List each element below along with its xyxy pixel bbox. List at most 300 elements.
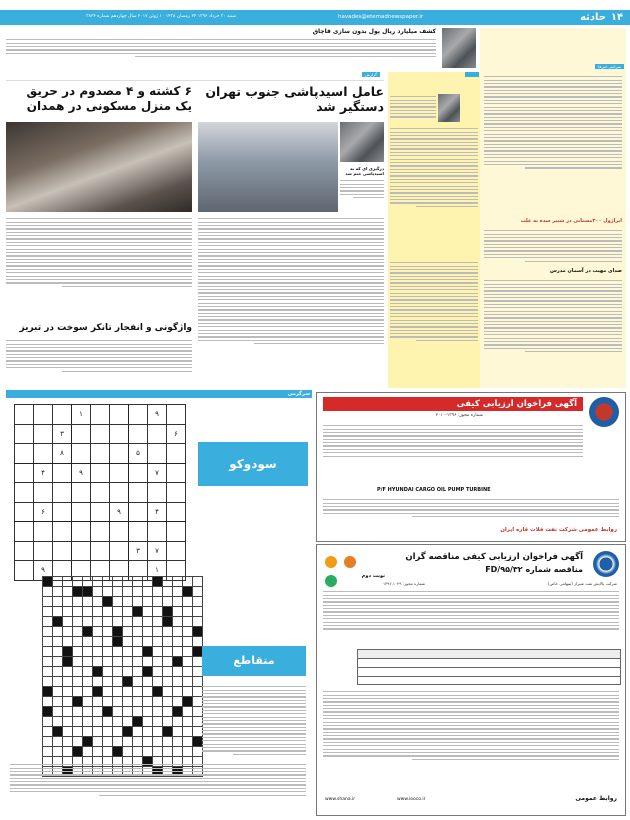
crossword-cell[interactable] (123, 667, 133, 677)
crossword-cell[interactable] (103, 687, 113, 697)
crossword-cell[interactable] (63, 647, 73, 657)
sudoku-cell[interactable] (15, 483, 34, 503)
crossword-cell[interactable] (193, 727, 203, 737)
crossword-cell[interactable] (183, 667, 193, 677)
crossword-cell[interactable] (193, 697, 203, 707)
crossword-cell[interactable] (143, 587, 153, 597)
crossword-grid[interactable] (42, 576, 203, 777)
sudoku-cell[interactable] (34, 424, 53, 444)
crossword-cell[interactable] (93, 637, 103, 647)
crossword-cell[interactable] (83, 737, 93, 747)
sudoku-cell[interactable] (110, 522, 129, 542)
crossword-cell[interactable] (113, 677, 123, 687)
crossword-cell[interactable] (123, 607, 133, 617)
crossword-cell[interactable] (133, 697, 143, 707)
sudoku-cell[interactable] (53, 541, 72, 561)
sudoku-cell[interactable]: ۶ (167, 424, 186, 444)
crossword-cell[interactable] (193, 647, 203, 657)
sudoku-cell[interactable] (110, 424, 129, 444)
crossword-cell[interactable] (123, 747, 133, 757)
crossword-cell[interactable] (143, 747, 153, 757)
sudoku-cell[interactable]: ۹ (34, 561, 53, 581)
crossword-cell[interactable] (43, 697, 53, 707)
crossword-cell[interactable] (143, 737, 153, 747)
crossword-cell[interactable] (133, 617, 143, 627)
sudoku-cell[interactable] (91, 405, 110, 425)
sudoku-cell[interactable]: ۷ (148, 463, 167, 483)
crossword-cell[interactable] (183, 697, 193, 707)
crossword-cell[interactable] (93, 707, 103, 717)
crossword-cell[interactable] (73, 677, 83, 687)
crossword-cell[interactable] (123, 627, 133, 637)
crossword-cell[interactable] (163, 637, 173, 647)
crossword-cell[interactable] (43, 687, 53, 697)
crossword-cell[interactable] (153, 647, 163, 657)
crossword-cell[interactable] (73, 657, 83, 667)
crossword-cell[interactable] (63, 677, 73, 687)
crossword-cell[interactable] (63, 627, 73, 637)
crossword-cell[interactable] (103, 677, 113, 687)
sudoku-cell[interactable] (148, 483, 167, 503)
crossword-cell[interactable] (53, 707, 63, 717)
crossword-cell[interactable] (53, 577, 63, 587)
crossword-cell[interactable] (113, 697, 123, 707)
crossword-cell[interactable] (83, 747, 93, 757)
sudoku-cell[interactable]: ۹ (148, 405, 167, 425)
crossword-cell[interactable] (133, 747, 143, 757)
sudoku-cell[interactable] (34, 405, 53, 425)
crossword-cell[interactable] (143, 687, 153, 697)
crossword-cell[interactable] (183, 587, 193, 597)
sudoku-cell[interactable] (110, 541, 129, 561)
crossword-cell[interactable] (143, 647, 153, 657)
crossword-cell[interactable] (143, 717, 153, 727)
crossword-cell[interactable] (143, 677, 153, 687)
crossword-cell[interactable] (143, 637, 153, 647)
crossword-cell[interactable] (163, 627, 173, 637)
crossword-cell[interactable] (173, 607, 183, 617)
crossword-cell[interactable] (43, 607, 53, 617)
crossword-cell[interactable] (103, 627, 113, 637)
crossword-cell[interactable] (103, 577, 113, 587)
crossword-cell[interactable] (113, 587, 123, 597)
crossword-cell[interactable] (163, 697, 173, 707)
crossword-cell[interactable] (53, 677, 63, 687)
crossword-cell[interactable] (133, 647, 143, 657)
crossword-cell[interactable] (83, 707, 93, 717)
sudoku-cell[interactable] (167, 541, 186, 561)
crossword-cell[interactable] (163, 617, 173, 627)
crossword-cell[interactable] (123, 737, 133, 747)
sudoku-cell[interactable] (72, 483, 91, 503)
crossword-cell[interactable] (83, 677, 93, 687)
crossword-cell[interactable] (103, 647, 113, 657)
crossword-cell[interactable] (63, 697, 73, 707)
crossword-cell[interactable] (113, 717, 123, 727)
sudoku-cell[interactable] (15, 424, 34, 444)
crossword-cell[interactable] (193, 677, 203, 687)
crossword-cell[interactable] (173, 717, 183, 727)
ad2-website[interactable]: www.shana.ir (325, 797, 356, 802)
sudoku-cell[interactable] (72, 444, 91, 464)
sudoku-cell[interactable] (167, 405, 186, 425)
crossword-cell[interactable] (103, 607, 113, 617)
crossword-cell[interactable] (133, 707, 143, 717)
crossword-cell[interactable] (163, 587, 173, 597)
crossword-cell[interactable] (163, 597, 173, 607)
crossword-cell[interactable] (53, 647, 63, 657)
crossword-cell[interactable] (163, 577, 173, 587)
sudoku-cell[interactable]: ۴ (148, 502, 167, 522)
sudoku-cell[interactable] (91, 541, 110, 561)
crossword-cell[interactable] (93, 597, 103, 607)
crossword-cell[interactable] (43, 577, 53, 587)
crossword-cell[interactable] (83, 657, 93, 667)
crossword-cell[interactable] (193, 637, 203, 647)
crossword-cell[interactable] (73, 587, 83, 597)
crossword-cell[interactable] (53, 587, 63, 597)
sudoku-cell[interactable] (34, 541, 53, 561)
crossword-cell[interactable] (63, 617, 73, 627)
sudoku-cell[interactable] (53, 502, 72, 522)
crossword-cell[interactable] (53, 607, 63, 617)
crossword-cell[interactable] (73, 667, 83, 677)
crossword-cell[interactable] (63, 577, 73, 587)
crossword-cell[interactable] (103, 737, 113, 747)
crossword-cell[interactable] (193, 607, 203, 617)
crossword-cell[interactable] (73, 687, 83, 697)
crossword-cell[interactable] (53, 627, 63, 637)
crossword-cell[interactable] (153, 577, 163, 587)
sudoku-cell[interactable]: ۳ (53, 424, 72, 444)
crossword-cell[interactable] (133, 627, 143, 637)
ad2-website2[interactable]: www.iooco.ir (397, 797, 426, 802)
crossword-cell[interactable] (43, 627, 53, 637)
crossword-cell[interactable] (83, 587, 93, 597)
sudoku-cell[interactable] (34, 444, 53, 464)
crossword-cell[interactable] (113, 617, 123, 627)
crossword-cell[interactable] (163, 647, 173, 657)
crossword-cell[interactable] (153, 667, 163, 677)
crossword-cell[interactable] (83, 717, 93, 727)
crossword-cell[interactable] (153, 697, 163, 707)
crossword-cell[interactable] (113, 657, 123, 667)
crossword-cell[interactable] (43, 637, 53, 647)
sudoku-cell[interactable]: ۷ (148, 541, 167, 561)
crossword-cell[interactable] (83, 607, 93, 617)
sudoku-cell[interactable] (91, 483, 110, 503)
crossword-cell[interactable] (143, 577, 153, 587)
crossword-cell[interactable] (133, 657, 143, 667)
crossword-cell[interactable] (43, 747, 53, 757)
crossword-cell[interactable] (103, 667, 113, 677)
crossword-cell[interactable] (193, 707, 203, 717)
crossword-cell[interactable] (173, 647, 183, 657)
crossword-cell[interactable] (53, 617, 63, 627)
crossword-cell[interactable] (103, 747, 113, 757)
sudoku-cell[interactable] (34, 522, 53, 542)
crossword-cell[interactable] (73, 707, 83, 717)
crossword-cell[interactable] (163, 737, 173, 747)
crossword-cell[interactable] (173, 677, 183, 687)
crossword-cell[interactable] (73, 577, 83, 587)
crossword-cell[interactable] (193, 717, 203, 727)
crossword-cell[interactable] (73, 607, 83, 617)
crossword-cell[interactable] (93, 717, 103, 727)
crossword-cell[interactable] (143, 607, 153, 617)
crossword-cell[interactable] (153, 677, 163, 687)
crossword-cell[interactable] (153, 607, 163, 617)
sudoku-cell[interactable] (167, 483, 186, 503)
crossword-cell[interactable] (183, 677, 193, 687)
crossword-cell[interactable] (193, 577, 203, 587)
crossword-cell[interactable] (133, 597, 143, 607)
sudoku-cell[interactable] (167, 522, 186, 542)
crossword-cell[interactable] (103, 597, 113, 607)
crossword-cell[interactable] (123, 597, 133, 607)
crossword-cell[interactable] (93, 627, 103, 637)
crossword-cell[interactable] (153, 597, 163, 607)
crossword-cell[interactable] (93, 687, 103, 697)
crossword-cell[interactable] (43, 727, 53, 737)
sudoku-cell[interactable] (72, 502, 91, 522)
crossword-cell[interactable] (113, 737, 123, 747)
crossword-cell[interactable] (113, 597, 123, 607)
crossword-cell[interactable] (113, 747, 123, 757)
sudoku-cell[interactable] (53, 463, 72, 483)
crossword-cell[interactable] (103, 587, 113, 597)
crossword-cell[interactable] (153, 637, 163, 647)
crossword-cell[interactable] (83, 667, 93, 677)
crossword-cell[interactable] (123, 717, 133, 727)
crossword-cell[interactable] (173, 637, 183, 647)
crossword-cell[interactable] (123, 697, 133, 707)
crossword-cell[interactable] (93, 587, 103, 597)
crossword-cell[interactable] (83, 647, 93, 657)
sudoku-cell[interactable] (72, 522, 91, 542)
crossword-cell[interactable] (183, 627, 193, 637)
sudoku-cell[interactable]: ۱ (72, 405, 91, 425)
sudoku-cell[interactable] (110, 444, 129, 464)
crossword-cell[interactable] (93, 617, 103, 627)
crossword-cell[interactable] (123, 647, 133, 657)
crossword-cell[interactable] (173, 597, 183, 607)
sudoku-cell[interactable] (91, 444, 110, 464)
crossword-cell[interactable] (53, 737, 63, 747)
crossword-cell[interactable] (53, 747, 63, 757)
crossword-cell[interactable] (43, 647, 53, 657)
sudoku-cell[interactable] (167, 444, 186, 464)
crossword-cell[interactable] (83, 697, 93, 707)
crossword-cell[interactable] (83, 627, 93, 637)
crossword-cell[interactable] (183, 617, 193, 627)
crossword-cell[interactable] (63, 587, 73, 597)
sudoku-cell[interactable]: ۴ (34, 463, 53, 483)
sudoku-cell[interactable] (15, 502, 34, 522)
crossword-cell[interactable] (193, 667, 203, 677)
sudoku-cell[interactable] (15, 522, 34, 542)
crossword-cell[interactable] (183, 747, 193, 757)
sudoku-cell[interactable] (15, 405, 34, 425)
sudoku-cell[interactable] (129, 502, 148, 522)
crossword-cell[interactable] (73, 747, 83, 757)
crossword-cell[interactable] (83, 727, 93, 737)
crossword-cell[interactable] (53, 727, 63, 737)
crossword-cell[interactable] (53, 717, 63, 727)
crossword-cell[interactable] (93, 727, 103, 737)
crossword-cell[interactable] (133, 737, 143, 747)
sudoku-cell[interactable] (167, 463, 186, 483)
crossword-cell[interactable] (163, 667, 173, 677)
crossword-cell[interactable] (103, 657, 113, 667)
crossword-cell[interactable] (133, 667, 143, 677)
crossword-cell[interactable] (133, 687, 143, 697)
crossword-cell[interactable] (183, 717, 193, 727)
crossword-cell[interactable] (193, 587, 203, 597)
crossword-cell[interactable] (43, 737, 53, 747)
crossword-cell[interactable] (93, 667, 103, 677)
crossword-cell[interactable] (53, 697, 63, 707)
crossword-cell[interactable] (163, 677, 173, 687)
crossword-cell[interactable] (193, 657, 203, 667)
crossword-cell[interactable] (113, 627, 123, 637)
sudoku-cell[interactable] (91, 463, 110, 483)
crossword-cell[interactable] (173, 657, 183, 667)
crossword-cell[interactable] (123, 587, 133, 597)
crossword-cell[interactable] (83, 577, 93, 587)
sudoku-cell[interactable]: ۵ (129, 444, 148, 464)
crossword-cell[interactable] (153, 747, 163, 757)
crossword-cell[interactable] (183, 737, 193, 747)
crossword-cell[interactable] (63, 607, 73, 617)
crossword-cell[interactable] (173, 577, 183, 587)
sudoku-cell[interactable] (15, 444, 34, 464)
crossword-cell[interactable] (163, 607, 173, 617)
crossword-cell[interactable] (73, 617, 83, 627)
crossword-cell[interactable] (173, 727, 183, 737)
crossword-cell[interactable] (113, 647, 123, 657)
sudoku-cell[interactable] (129, 483, 148, 503)
crossword-cell[interactable] (153, 687, 163, 697)
crossword-cell[interactable] (173, 737, 183, 747)
sudoku-cell[interactable]: ۶ (34, 502, 53, 522)
crossword-cell[interactable] (153, 717, 163, 727)
crossword-cell[interactable] (133, 717, 143, 727)
crossword-cell[interactable] (183, 637, 193, 647)
crossword-cell[interactable] (63, 597, 73, 607)
crossword-cell[interactable] (43, 597, 53, 607)
crossword-cell[interactable] (53, 597, 63, 607)
sudoku-cell[interactable] (34, 483, 53, 503)
sudoku-cell[interactable] (91, 522, 110, 542)
sudoku-cell[interactable] (148, 522, 167, 542)
crossword-cell[interactable] (73, 637, 83, 647)
crossword-cell[interactable] (73, 737, 83, 747)
crossword-cell[interactable] (193, 617, 203, 627)
crossword-cell[interactable] (73, 717, 83, 727)
crossword-cell[interactable] (63, 737, 73, 747)
crossword-cell[interactable] (43, 667, 53, 677)
crossword-cell[interactable] (143, 707, 153, 717)
crossword-cell[interactable] (43, 587, 53, 597)
sudoku-cell[interactable] (72, 424, 91, 444)
crossword-cell[interactable] (93, 657, 103, 667)
crossword-cell[interactable] (63, 747, 73, 757)
crossword-cell[interactable] (183, 657, 193, 667)
sudoku-cell[interactable] (129, 463, 148, 483)
crossword-cell[interactable] (113, 577, 123, 587)
crossword-cell[interactable] (113, 607, 123, 617)
sudoku-cell[interactable] (15, 463, 34, 483)
crossword-cell[interactable] (93, 747, 103, 757)
sudoku-cell[interactable] (148, 444, 167, 464)
crossword-cell[interactable] (183, 577, 193, 587)
crossword-cell[interactable] (93, 737, 103, 747)
crossword-cell[interactable] (73, 727, 83, 737)
crossword-cell[interactable] (43, 657, 53, 667)
crossword-cell[interactable] (113, 667, 123, 677)
crossword-cell[interactable] (103, 707, 113, 717)
crossword-cell[interactable] (163, 717, 173, 727)
crossword-cell[interactable] (133, 677, 143, 687)
sudoku-cell[interactable]: ۱ (148, 561, 167, 581)
crossword-cell[interactable] (153, 587, 163, 597)
sudoku-cell[interactable] (53, 483, 72, 503)
crossword-cell[interactable] (83, 597, 93, 607)
crossword-cell[interactable] (103, 717, 113, 727)
crossword-cell[interactable] (113, 637, 123, 647)
crossword-cell[interactable] (183, 687, 193, 697)
crossword-cell[interactable] (53, 687, 63, 697)
crossword-cell[interactable] (133, 577, 143, 587)
crossword-cell[interactable] (173, 617, 183, 627)
crossword-cell[interactable] (113, 687, 123, 697)
crossword-cell[interactable] (193, 597, 203, 607)
crossword-cell[interactable] (53, 637, 63, 647)
crossword-cell[interactable] (183, 727, 193, 737)
crossword-cell[interactable] (183, 707, 193, 717)
sudoku-cell[interactable]: ۹ (110, 502, 129, 522)
crossword-cell[interactable] (63, 717, 73, 727)
crossword-cell[interactable] (43, 717, 53, 727)
crossword-cell[interactable] (123, 677, 133, 687)
sudoku-cell[interactable] (15, 541, 34, 561)
crossword-cell[interactable] (143, 597, 153, 607)
crossword-cell[interactable] (53, 657, 63, 667)
sudoku-cell[interactable] (91, 424, 110, 444)
crossword-cell[interactable] (93, 607, 103, 617)
sudoku-cell[interactable] (72, 541, 91, 561)
crossword-cell[interactable] (83, 637, 93, 647)
crossword-cell[interactable] (63, 667, 73, 677)
crossword-cell[interactable] (133, 607, 143, 617)
crossword-cell[interactable] (163, 727, 173, 737)
crossword-cell[interactable] (193, 687, 203, 697)
crossword-cell[interactable] (153, 627, 163, 637)
sudoku-cell[interactable] (129, 424, 148, 444)
crossword-cell[interactable] (143, 627, 153, 637)
crossword-cell[interactable] (63, 637, 73, 647)
crossword-cell[interactable] (63, 727, 73, 737)
crossword-cell[interactable] (173, 667, 183, 677)
crossword-cell[interactable] (133, 727, 143, 737)
crossword-cell[interactable] (173, 697, 183, 707)
crossword-cell[interactable] (153, 617, 163, 627)
crossword-cell[interactable] (123, 707, 133, 717)
crossword-cell[interactable] (103, 697, 113, 707)
crossword-cell[interactable] (113, 727, 123, 737)
sudoku-cell[interactable] (91, 502, 110, 522)
